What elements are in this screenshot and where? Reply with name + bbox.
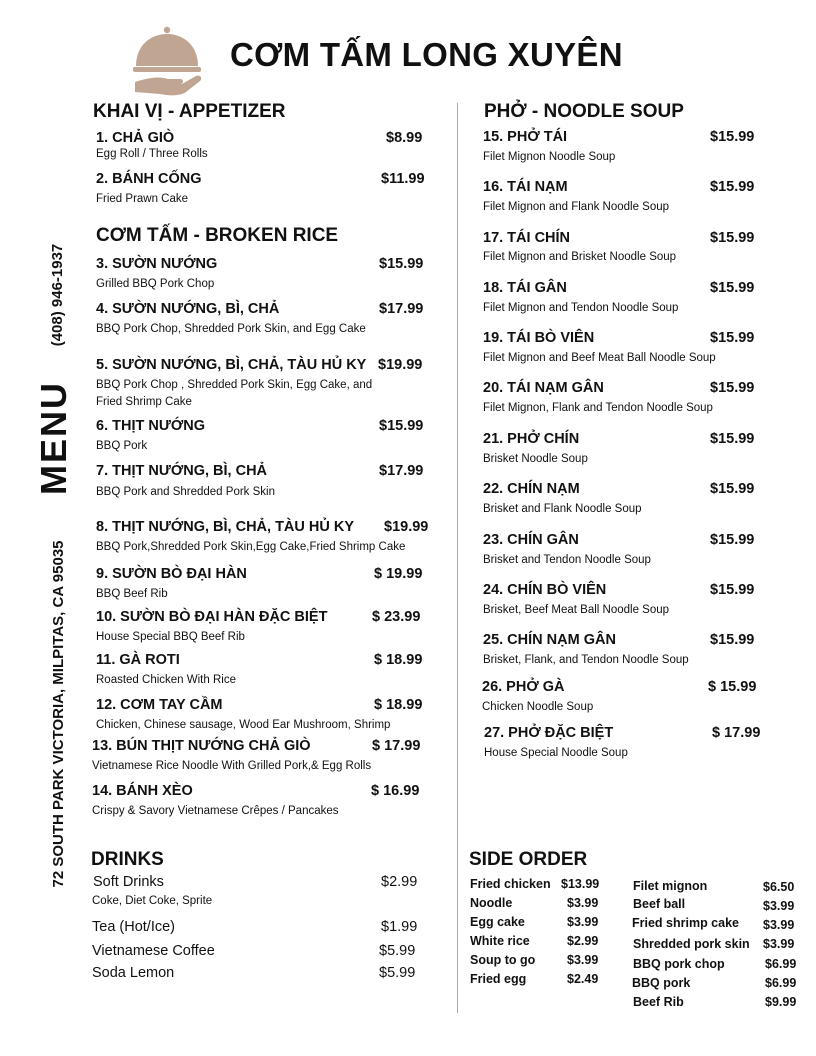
menu-item-price: $15.99 (379, 256, 424, 272)
menu-item-desc: Egg Roll / Three Rolls (96, 148, 208, 160)
menu-item-price: $ 15.99 (708, 679, 757, 695)
menu-item-price: $ 18.99 (374, 697, 423, 713)
menu-item-name: 13. BÚN THỊT NƯỚNG CHẢ GIÒ (92, 738, 311, 754)
drink-desc: Coke, Diet Coke, Sprite (92, 895, 213, 907)
drink-price: $1.99 (381, 919, 418, 935)
menu-item-desc: Filet Mignon and Brisket Noodle Soup (483, 251, 677, 263)
menu-item-price: $15.99 (710, 532, 755, 548)
menu-item-desc: House Special BBQ Beef Rib (96, 631, 245, 643)
menu-item-desc: Brisket and Tendon Noodle Soup (483, 554, 651, 566)
menu-item-desc: Vietnamese Rice Noodle With Grilled Pork,& Egg Rolls (92, 760, 372, 772)
page-title: CƠM TẤM LONG XUYÊN (230, 36, 623, 73)
menu-item-price: $15.99 (710, 632, 755, 648)
menu-item-price: $15.99 (379, 418, 424, 434)
menu-item-desc: Fried Prawn Cake (96, 193, 189, 205)
drink-name: Vietnamese Coffee (92, 943, 215, 959)
menu-item-name: 19. TÁI BÒ VIÊN (483, 330, 595, 346)
menu-item-price: $19.99 (378, 357, 423, 373)
menu-item-desc: Filet Mignon and Tendon Noodle Soup (483, 302, 679, 314)
side-item-name: Soup to go (470, 953, 536, 967)
side-item-name: Beef ball (633, 897, 686, 911)
menu-item-name: 14. BÁNH XÈO (92, 783, 193, 799)
menu-item-name: 2. BÁNH CỐNG (96, 171, 202, 187)
side-item-price: $3.99 (763, 937, 795, 951)
side-item-name: Fried chicken (470, 877, 551, 891)
menu-item-desc: Filet Mignon and Beef Meat Ball Noodle Soup (483, 352, 716, 364)
side-item-price: $6.99 (765, 976, 797, 990)
menu-item-price: $15.99 (710, 330, 755, 346)
section-title-appetizer: KHAI VỊ - APPETIZER (93, 101, 286, 122)
menu-item-price: $15.99 (710, 431, 755, 447)
menu-item-price: $8.99 (386, 130, 423, 146)
menu-item-name: 17. TÁI CHÍN (483, 230, 571, 246)
side-item-price: $9.99 (765, 995, 797, 1009)
drink-name: Tea (Hot/Ice) (92, 919, 175, 935)
side-item-price: $3.99 (567, 953, 599, 967)
section-title-pho: PHỞ - NOODLE SOUP (484, 101, 684, 122)
menu-item-price: $17.99 (379, 301, 424, 317)
menu-item-price: $ 18.99 (374, 652, 423, 668)
side-item-price: $3.99 (763, 899, 795, 913)
menu-item-price: $ 23.99 (372, 609, 421, 625)
menu-item-price: $15.99 (710, 129, 755, 145)
menu-item-name: 15. PHỞ TÁI (483, 129, 568, 145)
menu-item-desc: Roasted Chicken With Rice (96, 674, 236, 686)
menu-item-desc: Filet Mignon Noodle Soup (483, 151, 616, 163)
side-item-price: $2.49 (567, 972, 599, 986)
side-item-price: $6.99 (765, 957, 797, 971)
menu-item-name: 12. CƠM TAY CẦM (96, 697, 223, 713)
menu-item-desc: Crispy & Savory Vietnamese Crêpes / Pancakes (92, 805, 339, 817)
menu-item-name: 23. CHÍN GÂN (483, 532, 579, 548)
menu-item-desc: BBQ Pork (96, 440, 148, 452)
restaurant-address: 72 SOUTH PARK VICTORIA, MILPITAS, CA 95035 (50, 540, 67, 888)
side-item-price: $3.99 (567, 915, 599, 929)
menu-item-price: $15.99 (710, 582, 755, 598)
menu-item-name: 3. SƯỜN NƯỚNG (96, 256, 218, 272)
side-item-price: $6.50 (763, 880, 795, 894)
menu-item-name: 16. TÁI NẠM (483, 179, 568, 195)
menu-item-desc: Filet Mignon, Flank and Tendon Noodle Soup (483, 402, 713, 414)
menu-item-name: 27. PHỞ ĐẶC BIỆT (484, 725, 614, 741)
menu-item-price: $ 17.99 (372, 738, 421, 754)
menu-item-name: 8. THỊT NƯỚNG, BÌ, CHẢ, TÀU HỦ KY (96, 519, 355, 535)
menu-item-price: $15.99 (710, 179, 755, 195)
menu-item-price: $15.99 (710, 380, 755, 396)
menu-item-desc: House Special Noodle Soup (484, 747, 628, 759)
drink-name: Soft Drinks (93, 874, 164, 890)
side-item-name: Beef Rib (633, 995, 684, 1009)
menu-item-desc: Chicken, Chinese sausage, Wood Ear Mushroom, Shrimp (96, 719, 391, 731)
side-item-name: Fried egg (470, 972, 527, 986)
drink-price: $5.99 (379, 965, 416, 981)
menu-item-price: $19.99 (384, 519, 429, 535)
menu-item-name: 6. THỊT NƯỚNG (96, 418, 205, 434)
menu-item-name: 26. PHỞ GÀ (482, 679, 565, 695)
side-item-name: Shredded pork skin (633, 937, 750, 951)
menu-item-price: $ 19.99 (374, 566, 423, 582)
side-item-name: Fried shrimp cake (632, 916, 739, 930)
menu-item-desc: Grilled BBQ Pork Chop (96, 278, 215, 290)
menu-item-name: 21. PHỞ CHÍN (483, 431, 580, 447)
menu-item-name: 1. CHẢ GIÒ (96, 130, 175, 146)
logo (130, 24, 204, 98)
side-item-name: BBQ pork (632, 976, 691, 990)
side-item-name: Egg cake (470, 915, 525, 929)
section-title-drinks: DRINKS (91, 849, 164, 870)
side-item-price: $3.99 (763, 918, 795, 932)
menu-item-name: 9. SƯỜN BÒ ĐẠI HÀN (96, 566, 247, 582)
menu-item-name: 4. SƯỜN NƯỚNG, BÌ, CHẢ (96, 301, 280, 317)
side-item-name: White rice (470, 934, 530, 948)
menu-item-name: 20. TÁI NẠM GÂN (483, 380, 604, 396)
section-title-broken-rice: CƠM TẤM - BROKEN RICE (96, 225, 339, 246)
menu-item-name: 18. TÁI GÂN (483, 280, 567, 296)
menu-item-desc: Brisket and Flank Noodle Soup (483, 503, 642, 515)
menu-item-name: 10. SƯỜN BÒ ĐẠI HÀN ĐẶC BIỆT (96, 609, 328, 625)
menu-item-desc: BBQ Pork Chop, Shredded Pork Skin, and Egg Cake (96, 323, 366, 335)
menu-item-name: 22. CHÍN NẠM (483, 481, 580, 497)
side-item-name: Noodle (470, 896, 513, 910)
menu-item-desc: BBQ Beef Rib (96, 588, 168, 600)
menu-item-desc: BBQ Pork,Shredded Pork Skin,Egg Cake,Fried Shrimp Cake (96, 541, 406, 553)
menu-item-desc: Filet Mignon and Flank Noodle Soup (483, 201, 670, 213)
menu-item-name: 25. CHÍN NẠM GÂN (483, 632, 616, 648)
phone-number: (408) 946-1937 (49, 243, 66, 347)
menu-item-price: $15.99 (710, 280, 755, 296)
menu-item-name: 5. SƯỜN NƯỚNG, BÌ, CHẢ, TÀU HỦ KY (96, 357, 367, 373)
side-item-price: $13.99 (561, 877, 600, 891)
menu-item-desc: Brisket, Beef Meat Ball Noodle Soup (483, 604, 670, 616)
drink-name: Soda Lemon (92, 965, 175, 981)
cloche-hand-icon (130, 24, 204, 98)
menu-item-name: 24. CHÍN BÒ VIÊN (483, 582, 607, 598)
menu-item-desc: BBQ Pork Chop , Shredded Pork Skin, Egg Cake, and (96, 379, 373, 391)
menu-item-name: 7. THỊT NƯỚNG, BÌ, CHẢ (96, 463, 268, 479)
side-item-name: Filet mignon (633, 879, 708, 893)
section-title-side-order: SIDE ORDER (469, 849, 588, 870)
menu-item-price: $ 16.99 (371, 783, 420, 799)
menu-vertical-label: MENU (33, 381, 74, 495)
menu-item-desc: Brisket, Flank, and Tendon Noodle Soup (483, 654, 689, 666)
menu-item-price: $11.99 (381, 171, 425, 187)
column-divider (457, 103, 458, 1013)
menu-item-desc: Brisket Noodle Soup (483, 453, 588, 465)
menu-item-desc: BBQ Pork and Shredded Pork Skin (96, 486, 275, 498)
menu-item-name: 11. GÀ ROTI (96, 652, 180, 668)
menu-item-price: $15.99 (710, 230, 755, 246)
menu-item-price: $17.99 (379, 463, 424, 479)
menu-item-price: $15.99 (710, 481, 755, 497)
menu-item-price: $ 17.99 (712, 725, 761, 741)
side-item-price: $3.99 (567, 896, 599, 910)
menu-item-desc: Chicken Noodle Soup (482, 701, 594, 713)
side-item-name: BBQ pork chop (633, 957, 725, 971)
menu-item-desc-continued: Fried Shrimp Cake (96, 396, 192, 408)
drink-price: $2.99 (381, 874, 418, 890)
side-item-price: $2.99 (567, 934, 599, 948)
drink-price: $5.99 (379, 943, 416, 959)
